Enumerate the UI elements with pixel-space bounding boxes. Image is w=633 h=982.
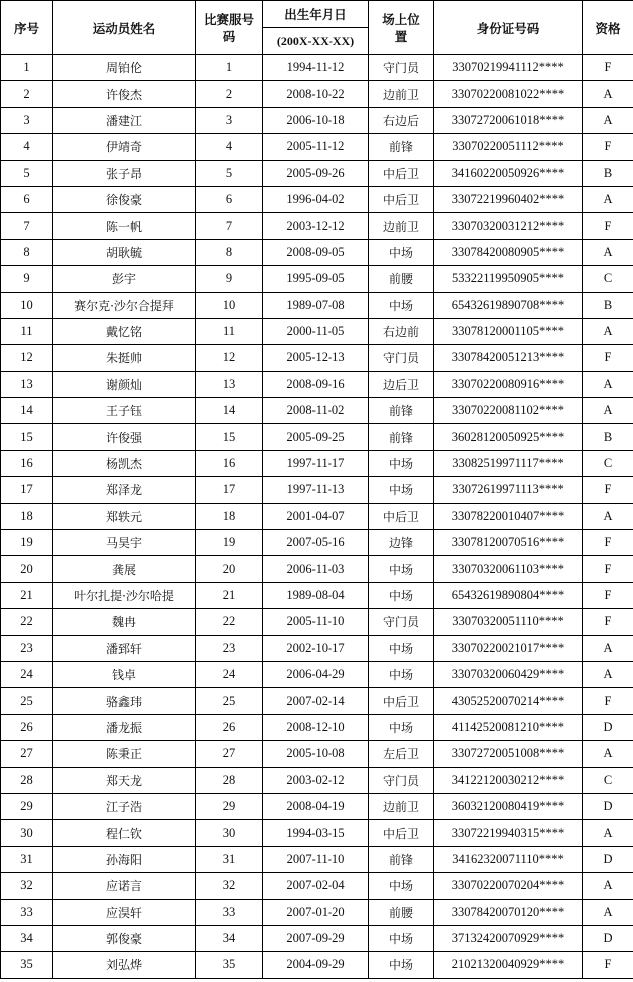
- table-row: [1, 477, 633, 503]
- cell-jersey: 22: [196, 609, 263, 635]
- cell-name: 刘弘烨: [53, 952, 196, 978]
- cell-qualification: C: [583, 767, 633, 793]
- cell-id-number: 33078220010407****: [434, 503, 583, 529]
- cell-id-number: 33070220081102****: [434, 398, 583, 424]
- cell-position: 中场: [369, 556, 434, 582]
- table-row: [1, 609, 633, 635]
- cell-id-number: 33070220081022****: [434, 81, 583, 107]
- cell-id-number: 33072720051008****: [434, 741, 583, 767]
- cell-jersey: 27: [196, 741, 263, 767]
- header-position: 场上位置: [369, 1, 434, 55]
- cell-birth: 2007-05-16: [263, 530, 369, 556]
- cell-name: 张子昂: [53, 160, 196, 186]
- cell-index: 29: [1, 793, 53, 819]
- table-row: [1, 398, 633, 424]
- cell-birth: 1997-11-13: [263, 477, 369, 503]
- cell-name: 应淏轩: [53, 899, 196, 925]
- table-row: [1, 186, 633, 212]
- cell-id-number: 33070220051112****: [434, 134, 583, 160]
- cell-qualification: F: [583, 530, 633, 556]
- cell-id-number: 33072219960402****: [434, 186, 583, 212]
- cell-birth: 2005-09-26: [263, 160, 369, 186]
- cell-id-number: 33078120070516****: [434, 530, 583, 556]
- cell-position: 边前卫: [369, 793, 434, 819]
- cell-position: 左后卫: [369, 741, 434, 767]
- cell-jersey: 11: [196, 318, 263, 344]
- cell-qualification: A: [583, 899, 633, 925]
- cell-qualification: A: [583, 661, 633, 687]
- cell-qualification: F: [583, 134, 633, 160]
- cell-jersey: 12: [196, 345, 263, 371]
- cell-position: 中场: [369, 925, 434, 951]
- cell-position: 边前卫: [369, 81, 434, 107]
- cell-id-number: 65432619890804****: [434, 582, 583, 608]
- cell-index: 5: [1, 160, 53, 186]
- cell-birth: 2007-09-29: [263, 925, 369, 951]
- cell-jersey: 35: [196, 952, 263, 978]
- cell-birth: 1996-04-02: [263, 186, 369, 212]
- table-row: [1, 530, 633, 556]
- header-jersey: 比赛服号码: [196, 1, 263, 55]
- cell-id-number: 41142520081210****: [434, 714, 583, 740]
- cell-qualification: F: [583, 477, 633, 503]
- table-row: [1, 160, 633, 186]
- cell-birth: 2008-10-22: [263, 81, 369, 107]
- cell-index: 6: [1, 186, 53, 212]
- table-row: [1, 820, 633, 846]
- cell-birth: 2006-04-29: [263, 661, 369, 687]
- cell-jersey: 9: [196, 266, 263, 292]
- cell-id-number: 36032120080419****: [434, 793, 583, 819]
- cell-position: 前锋: [369, 846, 434, 872]
- cell-index: 13: [1, 371, 53, 397]
- cell-jersey: 6: [196, 186, 263, 212]
- cell-position: 边锋: [369, 530, 434, 556]
- cell-birth: 1989-08-04: [263, 582, 369, 608]
- cell-jersey: 15: [196, 424, 263, 450]
- table-row: [1, 55, 633, 81]
- cell-jersey: 10: [196, 292, 263, 318]
- cell-index: 18: [1, 503, 53, 529]
- cell-name: 谢颜灿: [53, 371, 196, 397]
- cell-jersey: 16: [196, 450, 263, 476]
- cell-id-number: 33070220021017****: [434, 635, 583, 661]
- cell-position: 前腰: [369, 899, 434, 925]
- cell-index: 32: [1, 873, 53, 899]
- cell-id-number: 43052520070214****: [434, 688, 583, 714]
- cell-birth: 2002-10-17: [263, 635, 369, 661]
- cell-id-number: 33078120001105****: [434, 318, 583, 344]
- cell-qualification: A: [583, 503, 633, 529]
- cell-position: 中场: [369, 714, 434, 740]
- cell-jersey: 14: [196, 398, 263, 424]
- cell-qualification: F: [583, 688, 633, 714]
- cell-name: 郑轶元: [53, 503, 196, 529]
- cell-qualification: A: [583, 371, 633, 397]
- table-row: [1, 635, 633, 661]
- cell-name: 钱卓: [53, 661, 196, 687]
- cell-name: 杨凯杰: [53, 450, 196, 476]
- cell-name: 王子钰: [53, 398, 196, 424]
- header-birth: 出生年月日: [263, 1, 369, 28]
- cell-index: 31: [1, 846, 53, 872]
- cell-jersey: 34: [196, 925, 263, 951]
- cell-position: 中场: [369, 661, 434, 687]
- cell-index: 3: [1, 107, 53, 133]
- cell-jersey: 23: [196, 635, 263, 661]
- cell-birth: 2008-09-05: [263, 239, 369, 265]
- cell-jersey: 29: [196, 793, 263, 819]
- table-row: [1, 213, 633, 239]
- cell-position: 中场: [369, 239, 434, 265]
- table-row: [1, 345, 633, 371]
- cell-index: 10: [1, 292, 53, 318]
- cell-position: 中场: [369, 873, 434, 899]
- cell-position: 边前卫: [369, 213, 434, 239]
- cell-birth: 2007-01-20: [263, 899, 369, 925]
- cell-position: 中后卫: [369, 820, 434, 846]
- table-row: [1, 239, 633, 265]
- table-row: [1, 292, 633, 318]
- cell-index: 2: [1, 81, 53, 107]
- cell-name: 魏冉: [53, 609, 196, 635]
- cell-id-number: 21021320040929****: [434, 952, 583, 978]
- header-birth-format: (200X-XX-XX): [263, 28, 369, 55]
- cell-id-number: 33082519971117****: [434, 450, 583, 476]
- header-index: 序号: [1, 1, 53, 55]
- cell-position: 守门员: [369, 345, 434, 371]
- cell-jersey: 3: [196, 107, 263, 133]
- cell-name: 龚展: [53, 556, 196, 582]
- cell-jersey: 21: [196, 582, 263, 608]
- cell-qualification: A: [583, 318, 633, 344]
- cell-index: 14: [1, 398, 53, 424]
- cell-jersey: 7: [196, 213, 263, 239]
- cell-name: 陈一帆: [53, 213, 196, 239]
- cell-qualification: A: [583, 239, 633, 265]
- table-row: [1, 899, 633, 925]
- cell-name: 胡耿毓: [53, 239, 196, 265]
- cell-name: 应诺言: [53, 873, 196, 899]
- table-row: [1, 741, 633, 767]
- header-name: 运动员姓名: [53, 1, 196, 55]
- cell-index: 21: [1, 582, 53, 608]
- cell-index: 4: [1, 134, 53, 160]
- cell-index: 33: [1, 899, 53, 925]
- cell-id-number: 33070320031212****: [434, 213, 583, 239]
- cell-index: 11: [1, 318, 53, 344]
- cell-jersey: 26: [196, 714, 263, 740]
- cell-birth: 2007-02-14: [263, 688, 369, 714]
- cell-qualification: C: [583, 450, 633, 476]
- cell-birth: 2005-11-10: [263, 609, 369, 635]
- table-row: [1, 661, 633, 687]
- cell-name: 徐俊豪: [53, 186, 196, 212]
- cell-id-number: 65432619890708****: [434, 292, 583, 318]
- cell-jersey: 31: [196, 846, 263, 872]
- cell-name: 郑泽龙: [53, 477, 196, 503]
- cell-qualification: F: [583, 952, 633, 978]
- cell-id-number: 36028120050925****: [434, 424, 583, 450]
- cell-position: 守门员: [369, 55, 434, 81]
- cell-birth: 2005-12-13: [263, 345, 369, 371]
- cell-position: 守门员: [369, 609, 434, 635]
- cell-index: 1: [1, 55, 53, 81]
- cell-birth: 2006-10-18: [263, 107, 369, 133]
- cell-qualification: B: [583, 424, 633, 450]
- table-row: [1, 873, 633, 899]
- cell-position: 中场: [369, 582, 434, 608]
- cell-jersey: 28: [196, 767, 263, 793]
- cell-position: 右边前: [369, 318, 434, 344]
- table-row: [1, 793, 633, 819]
- cell-position: 中后卫: [369, 503, 434, 529]
- cell-id-number: 34160220050926****: [434, 160, 583, 186]
- cell-index: 27: [1, 741, 53, 767]
- cell-index: 24: [1, 661, 53, 687]
- cell-birth: 2008-04-19: [263, 793, 369, 819]
- cell-jersey: 30: [196, 820, 263, 846]
- cell-id-number: 33078420080905****: [434, 239, 583, 265]
- cell-index: 28: [1, 767, 53, 793]
- cell-birth: 2003-02-12: [263, 767, 369, 793]
- cell-name: 马昊宇: [53, 530, 196, 556]
- cell-name: 陈秉正: [53, 741, 196, 767]
- cell-id-number: 33070220080916****: [434, 371, 583, 397]
- cell-jersey: 24: [196, 661, 263, 687]
- cell-birth: 2005-09-25: [263, 424, 369, 450]
- cell-index: 25: [1, 688, 53, 714]
- cell-index: 9: [1, 266, 53, 292]
- cell-id-number: 33070320060429****: [434, 661, 583, 687]
- cell-name: 周铂伦: [53, 55, 196, 81]
- cell-birth: 1989-07-08: [263, 292, 369, 318]
- cell-id-number: 33070219941112****: [434, 55, 583, 81]
- cell-birth: 1995-09-05: [263, 266, 369, 292]
- cell-name: 潘龙振: [53, 714, 196, 740]
- cell-name: 彭宇: [53, 266, 196, 292]
- cell-name: 江子浩: [53, 793, 196, 819]
- cell-jersey: 32: [196, 873, 263, 899]
- cell-name: 伊靖奇: [53, 134, 196, 160]
- cell-birth: 2005-10-08: [263, 741, 369, 767]
- cell-qualification: A: [583, 186, 633, 212]
- cell-qualification: A: [583, 81, 633, 107]
- cell-qualification: B: [583, 160, 633, 186]
- cell-index: 17: [1, 477, 53, 503]
- cell-index: 30: [1, 820, 53, 846]
- cell-qualification: D: [583, 846, 633, 872]
- cell-name: 郑天龙: [53, 767, 196, 793]
- cell-birth: 1997-11-17: [263, 450, 369, 476]
- cell-name: 叶尔扎提·沙尔哈提: [53, 582, 196, 608]
- cell-qualification: D: [583, 793, 633, 819]
- cell-name: 许俊杰: [53, 81, 196, 107]
- cell-birth: 2008-12-10: [263, 714, 369, 740]
- table-body: [1, 55, 633, 979]
- table-row: [1, 81, 633, 107]
- cell-position: 中场: [369, 635, 434, 661]
- cell-qualification: A: [583, 741, 633, 767]
- cell-position: 前锋: [369, 134, 434, 160]
- cell-index: 20: [1, 556, 53, 582]
- cell-position: 中场: [369, 292, 434, 318]
- cell-name: 孙海阳: [53, 846, 196, 872]
- cell-position: 前锋: [369, 398, 434, 424]
- cell-index: 15: [1, 424, 53, 450]
- table-row: [1, 107, 633, 133]
- table-row: [1, 688, 633, 714]
- cell-position: 前腰: [369, 266, 434, 292]
- cell-id-number: 33070320051110****: [434, 609, 583, 635]
- cell-name: 潘建江: [53, 107, 196, 133]
- cell-birth: 2007-02-04: [263, 873, 369, 899]
- cell-birth: 2008-09-16: [263, 371, 369, 397]
- cell-jersey: 13: [196, 371, 263, 397]
- table-header: [1, 1, 633, 55]
- cell-name: 程仁钦: [53, 820, 196, 846]
- header-qualification: 资格: [583, 1, 633, 55]
- cell-jersey: 17: [196, 477, 263, 503]
- cell-name: 许俊强: [53, 424, 196, 450]
- cell-position: 中后卫: [369, 186, 434, 212]
- cell-id-number: 33078420051213****: [434, 345, 583, 371]
- cell-position: 右边后: [369, 107, 434, 133]
- cell-jersey: 4: [196, 134, 263, 160]
- cell-id-number: 33072219940315****: [434, 820, 583, 846]
- cell-id-number: 37132420070929****: [434, 925, 583, 951]
- cell-name: 郭俊豪: [53, 925, 196, 951]
- cell-position: 中后卫: [369, 160, 434, 186]
- cell-index: 35: [1, 952, 53, 978]
- cell-index: 22: [1, 609, 53, 635]
- cell-qualification: F: [583, 556, 633, 582]
- cell-jersey: 25: [196, 688, 263, 714]
- cell-position: 前锋: [369, 424, 434, 450]
- table-row: [1, 767, 633, 793]
- table-row: [1, 556, 633, 582]
- table-row: [1, 318, 633, 344]
- cell-id-number: 53322119950905****: [434, 266, 583, 292]
- cell-jersey: 18: [196, 503, 263, 529]
- cell-birth: 2007-11-10: [263, 846, 369, 872]
- cell-qualification: B: [583, 292, 633, 318]
- cell-index: 7: [1, 213, 53, 239]
- cell-qualification: F: [583, 582, 633, 608]
- cell-qualification: A: [583, 107, 633, 133]
- table-row: [1, 925, 633, 951]
- cell-index: 34: [1, 925, 53, 951]
- cell-birth: 2005-11-12: [263, 134, 369, 160]
- cell-position: 守门员: [369, 767, 434, 793]
- cell-name: 骆鑫玮: [53, 688, 196, 714]
- cell-index: 8: [1, 239, 53, 265]
- cell-index: 16: [1, 450, 53, 476]
- cell-position: 中场: [369, 450, 434, 476]
- cell-qualification: F: [583, 609, 633, 635]
- cell-position: 边后卫: [369, 371, 434, 397]
- cell-birth: 1994-11-12: [263, 55, 369, 81]
- table-row: [1, 266, 633, 292]
- cell-birth: 2001-04-07: [263, 503, 369, 529]
- cell-position: 中场: [369, 477, 434, 503]
- cell-id-number: 34122120030212****: [434, 767, 583, 793]
- cell-name: 朱挺帅: [53, 345, 196, 371]
- cell-birth: 2008-11-02: [263, 398, 369, 424]
- cell-id-number: 33070320061103****: [434, 556, 583, 582]
- cell-id-number: 33070220070204****: [434, 873, 583, 899]
- cell-birth: 2006-11-03: [263, 556, 369, 582]
- cell-qualification: A: [583, 820, 633, 846]
- table-row: [1, 846, 633, 872]
- cell-index: 12: [1, 345, 53, 371]
- cell-qualification: A: [583, 873, 633, 899]
- cell-qualification: F: [583, 345, 633, 371]
- cell-jersey: 2: [196, 81, 263, 107]
- table-row: [1, 952, 633, 978]
- cell-jersey: 33: [196, 899, 263, 925]
- cell-birth: 2003-12-12: [263, 213, 369, 239]
- cell-jersey: 8: [196, 239, 263, 265]
- table-row: [1, 134, 633, 160]
- cell-qualification: F: [583, 55, 633, 81]
- cell-birth: 1994-03-15: [263, 820, 369, 846]
- cell-qualification: F: [583, 213, 633, 239]
- cell-jersey: 20: [196, 556, 263, 582]
- cell-id-number: 33072720061018****: [434, 107, 583, 133]
- cell-qualification: A: [583, 398, 633, 424]
- cell-position: 中后卫: [369, 688, 434, 714]
- cell-qualification: D: [583, 714, 633, 740]
- table-row: [1, 582, 633, 608]
- cell-name: 潘郅轩: [53, 635, 196, 661]
- cell-qualification: C: [583, 266, 633, 292]
- cell-qualification: A: [583, 635, 633, 661]
- cell-index: 19: [1, 530, 53, 556]
- cell-birth: 2000-11-05: [263, 318, 369, 344]
- cell-index: 23: [1, 635, 53, 661]
- cell-jersey: 19: [196, 530, 263, 556]
- cell-position: 中场: [369, 952, 434, 978]
- cell-birth: 2004-09-29: [263, 952, 369, 978]
- cell-id-number: 33072619971113****: [434, 477, 583, 503]
- cell-id-number: 34162320071110****: [434, 846, 583, 872]
- cell-jersey: 1: [196, 55, 263, 81]
- header-id-number: 身份证号码: [434, 1, 583, 55]
- table-row: [1, 450, 633, 476]
- cell-id-number: 33078420070120****: [434, 899, 583, 925]
- cell-name: 戴忆铭: [53, 318, 196, 344]
- table-row: [1, 371, 633, 397]
- table-row: [1, 503, 633, 529]
- cell-jersey: 5: [196, 160, 263, 186]
- table-row: [1, 714, 633, 740]
- table-row: [1, 424, 633, 450]
- cell-index: 26: [1, 714, 53, 740]
- cell-name: 赛尔克·沙尔合提拜: [53, 292, 196, 318]
- cell-qualification: D: [583, 925, 633, 951]
